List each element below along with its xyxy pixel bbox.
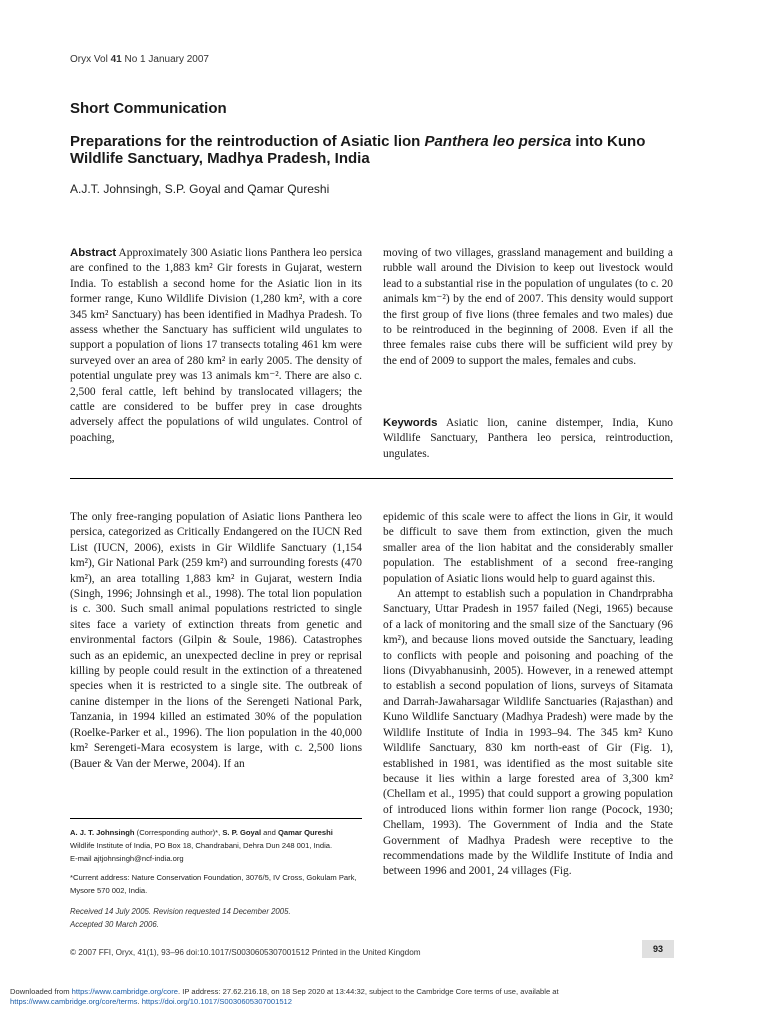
article-title: Preparations for the reintroduction of Asiatic lion Panthera leo persica into Kuno Wildlife Sanctuary, Madhya Pradesh, India — [70, 133, 646, 167]
section-label: Short Communication — [70, 100, 227, 117]
author-affiliation: A. J. T. Johnsingh (Corresponding author)*, S. P. Goyal and Qamar Qureshi Wildlife Institute of India, PO Box 18, Chandrabani, Dehra Dun 248 001, India. E-mail ajtjohnsingh@ncf-india.org *Current address: Nature Conservation Foundation, 3076/5, IV Cross, Gokulam Park, Mysore 570 002, India. — [70, 826, 370, 897]
author-email: E-mail ajtjohnsingh@ncf-india.org — [70, 854, 184, 863]
body-paragraph: epidemic of this scale were to affect the lions in Gir, it would be difficult to save them from extinction, given the much smaller area of the lion habitat and the considerably smaller population. The establishment of a second free-ranging population of Asiatic lions would help to guard against this. — [383, 511, 673, 585]
section-divider — [70, 478, 673, 479]
footnote-divider — [70, 818, 362, 819]
keywords-text: Asiatic lion, canine distemper, India, Kuno Wildlife Sanctuary, Panthera leo persica, reintroduction, ungulates. — [383, 417, 673, 460]
doi-link[interactable]: https://doi.org/10.1017/S0030605307001512 — [141, 997, 293, 1006]
abstract-left-column — [70, 246, 362, 446]
cambridge-core-link[interactable]: https://www.cambridge.org/core — [71, 987, 178, 996]
abstract-text-left: Approximately 300 Asiatic lions Panthera leo persica are confined to the 1,883 km² Gir forests in Gujarat, western India. To establish a second home for the Asiatic lion in its former range, Kuno Wildlife Division (1,280 km², with a core 345 km² Sanctuary) has been identified in Madhya Pradesh. To assess whether the Sanctuary has sufficient wild ungulates to support a population of lions 17 transects totaling 461 km were surveyed over an area of 280 km² in early 2005. The density of potential ungulate prey was 13 animals km⁻². There are also c. 2,500 feral cattle, left behind by translocated villagers; the cattle are considered to be buffer prey in case droughts adversely affect the populations of wild ungulates. Control of poaching, — [70, 247, 362, 444]
body-left-column: The only free-ranging population of Asiatic lions Panthera leo persica, categorized as Critically Endangered on the IUCN Red List (IUCN, 2006), exists in Gir Wildlife Sanctuary (1,154 km²), Gir National Park (259 km²) and surrounding forests (470 km²), an area totalling 1,883 km² in Gujarat, western India (Singh, 1996; Johnsingh et al., 1998). The total lion population is c. 300. Such small animal populations restricted to single sites face a variety of extinction threats from genetic and environmental factors (Gilpin & Soule, 1986). Catastrophes such as an epidemic, an unexpected decline in prey or reprisal killing by people could result in the extinction of a threatened species when it is restricted to a single site. The outbreak of canine distemper in the lions of the Serengeti National Park, Tanzania, in 1994 killed an estimated 30% of the population (Roelke-Parker et al., 1996). The lion population in the 40,000 km² Serengeti-Mara ecosystem is large, with c. 2,500 lions (Bauer & Van der Merwe, 2004). If an — [70, 511, 362, 770]
received-dates: Received 14 July 2005. Revision requested 14 December 2005. Accepted 30 March 2006. — [70, 907, 291, 929]
terms-link[interactable]: https://www.cambridge.org/core/terms — [10, 997, 138, 1006]
abstract-right-column: moving of two villages, grassland management and building a rubble wall around the Division to keep out livestock would lead to a substantial rise in the population of ungulates (to c. 20 animals km⁻²) by the end of 2007. This density would support the first group of five lions (three females and two males) due to be reintroduced in the beginning of 2008. Even if all the three females raise cubs there will be sufficient wild prey by the end of 2009 to support the males, females and cubs. — [383, 247, 673, 367]
download-notice: Downloaded from https://www.cambridge.org/core. IP address: 27.62.216.18, on 18 Sep 2020 at 13:44:32, subject to the Cambridge Core terms of use, available at https://www.cambridge.org/core/terms. https://doi.org/10.1017/S0030605307001512 — [10, 987, 559, 1006]
journal-header: Oryx Vol 41 No 1 January 2007 — [70, 54, 209, 65]
keywords-block — [383, 416, 673, 462]
abstract-label: Abstract — [70, 247, 117, 259]
body-right-column — [383, 510, 673, 880]
keywords-label: Keywords — [383, 417, 438, 429]
page-number: 93 — [642, 940, 674, 958]
body-paragraph: An attempt to establish such a population in Chandrprabha Sanctuary, Uttar Pradesh in 1957 failed (Negi, 1965) because of a lack of monitoring and the small size of the Sanctuary (96 km²), and because lions moved outside the Sanctuary, leading to conflicts with people and poisoning and poaching of the lions (Divyabhanusinh, 2005). However, in a renewed attempt to establish a second population of lions, surveys of Sitamata and Darrah-Jawaharsagar Wildlife Sanctuaries (Rajasthan) and Kuno Wildlife Sanctuary (Madhya Pradesh) were made by the Wildlife Institute of India in 1993–94. The 345 km² Kuno Wildlife Sanctuary, 830 km north-east of Gir (Fig. 1), established in 1981, was identified as the most suitable site because it lies within a large forested area of 3,300 km² (Chellam et al., 1995) that could support a growing population of introduced lions within former lion range (Pocock, 1930; Chellam, 1993). The Government of India and the State Government of Madhya Pradesh were receptive to the recommendations made by the Wildlife Institute of India and between 1996 and 2001, 24 villages (Fig. — [383, 588, 673, 878]
copyright-line: © 2007 FFI, Oryx, 41(1), 93–96 doi:10.1017/S0030605307001512 Printed in the United Kingdom — [70, 948, 421, 957]
author-list: A.J.T. Johnsingh, S.P. Goyal and Qamar Qureshi — [70, 182, 330, 196]
